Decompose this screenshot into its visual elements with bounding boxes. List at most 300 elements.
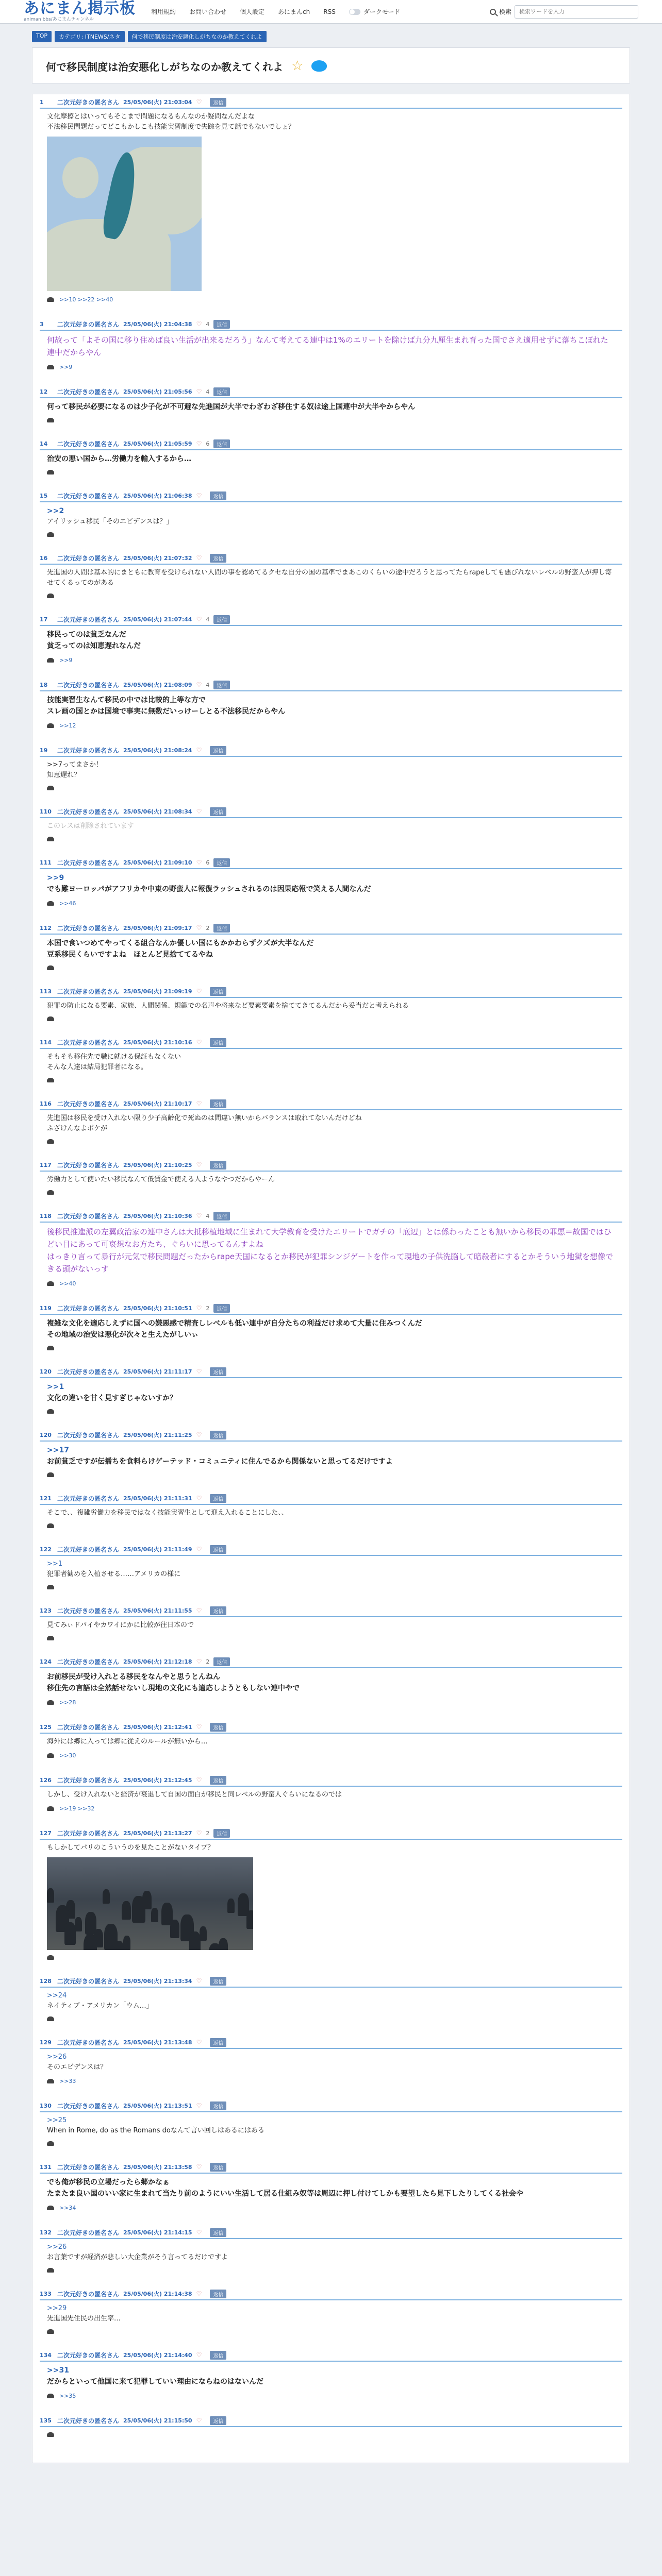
- heart-icon[interactable]: ♡: [196, 1368, 202, 1375]
- reply-count-icon: [47, 470, 54, 474]
- post-footer: [47, 786, 615, 790]
- post-date: 25/05/06(火) 21:12:18: [123, 1658, 192, 1665]
- reply-button[interactable]: 返信: [210, 2351, 226, 2360]
- post-text: お前移民が受け入れとる移民をなんやと思うとんねん: [47, 1673, 220, 1681]
- post-text: 労働力として使いたい移民なんて低賃金で使える人ようなやつだからやーん: [47, 1176, 275, 1183]
- post-date: 25/05/06(火) 21:07:44: [123, 616, 192, 623]
- post-number[interactable]: 127: [40, 1829, 52, 1837]
- post-number[interactable]: 12: [40, 388, 48, 395]
- post-text: そのエビデンスは？: [47, 2063, 107, 2071]
- reply-button[interactable]: 返信: [210, 2038, 226, 2047]
- post-footer: [47, 1752, 615, 1759]
- post-text: 不法移民問題だってどこもかしこも技能実習制度で失踪を見て話でもないでしょ？: [47, 123, 295, 131]
- post-date: 25/05/06(火) 21:05:59: [123, 440, 192, 447]
- reply-links[interactable]: >>33: [59, 2078, 76, 2084]
- post-24: [32, 1721, 630, 1763]
- reply-links[interactable]: >>35: [59, 2393, 76, 2399]
- post-footer: [47, 1585, 615, 1589]
- post-footer: [47, 1139, 615, 1144]
- reply-button[interactable]: 返信: [210, 1099, 226, 1108]
- reply-links[interactable]: >>9: [59, 364, 73, 370]
- post-30: [32, 2161, 630, 2215]
- breadcrumb-top[interactable]: TOP: [32, 31, 52, 42]
- heart-icon[interactable]: ♡: [196, 1776, 202, 1784]
- reply-button[interactable]: 返信: [210, 2290, 226, 2298]
- reply-button[interactable]: 返信: [210, 2416, 226, 2425]
- post-footer: [47, 722, 615, 729]
- heart-icon[interactable]: ♡: [196, 1658, 202, 1665]
- post-body: [40, 1445, 622, 1477]
- heart-icon[interactable]: ♡: [196, 2417, 202, 2424]
- poster-name: 二次元好きの匿名さん: [57, 924, 120, 932]
- reply-links[interactable]: >>28: [59, 1699, 76, 1706]
- post-number[interactable]: 133: [40, 2290, 52, 2297]
- post-number[interactable]: 14: [40, 440, 48, 447]
- reply-button[interactable]: 返信: [213, 1657, 230, 1666]
- post-number[interactable]: 3: [40, 320, 44, 328]
- post-text: 移民ってのは貧乏なんだ: [47, 631, 126, 639]
- post-text: >>25: [47, 2116, 67, 2124]
- post-footer: [47, 1955, 615, 1960]
- poster-name: 二次元好きの匿名さん: [57, 859, 120, 867]
- heart-icon[interactable]: ♡: [196, 1431, 202, 1438]
- reply-button[interactable]: 返信: [210, 554, 226, 563]
- toggle-switch[interactable]: [349, 9, 360, 15]
- post-text: しかし、受け入れないと経済が衰退して自国の面白が移民と同レベルの野蛮人ぐらいになるのでは: [47, 1791, 342, 1799]
- post-text: でも難ヨーロッパがアフリカや中東の野蛮人に報復ラッシュされるのは因果応報で笑える人間なんだ: [47, 885, 371, 893]
- heart-icon[interactable]: ♡: [196, 554, 202, 562]
- post-footer: [47, 1016, 615, 1021]
- post-date: 25/05/06(火) 21:15:50: [123, 2417, 192, 2424]
- like-count: 4: [206, 320, 210, 328]
- poster-name: 二次元好きの匿名さん: [57, 681, 120, 689]
- post-1: [32, 318, 630, 375]
- poster-name: 二次元好きの匿名さん: [57, 2351, 120, 2359]
- reply-button[interactable]: 返信: [210, 1161, 226, 1170]
- reply-count-icon: [47, 1636, 54, 1640]
- post-text: >>7ってまさか！: [47, 761, 103, 769]
- dark-mode-toggle[interactable]: [349, 7, 401, 16]
- post-text: 犯罪の防止になる要素、家族、人間関係、規範での名声や将来など要素要素を捨ててきてるんだから妥当だと考えられる: [47, 1002, 409, 1010]
- reply-count-icon: [47, 1806, 54, 1811]
- post-number[interactable]: 116: [40, 1100, 52, 1107]
- poster-name: 二次元好きの匿名さん: [57, 1161, 120, 1169]
- reply-button[interactable]: 返信: [210, 746, 226, 755]
- reply-button[interactable]: 返信: [213, 1304, 230, 1313]
- post-text: >>26: [47, 2243, 67, 2251]
- thread-title-card: [32, 47, 630, 83]
- reply-button[interactable]: 返信: [213, 924, 230, 933]
- heart-icon[interactable]: ♡: [196, 1829, 202, 1837]
- post-12: [32, 986, 630, 1025]
- post-text: >>1: [47, 1383, 64, 1391]
- post-number[interactable]: 128: [40, 1977, 52, 1985]
- reply-button[interactable]: 返信: [210, 1723, 226, 1732]
- poster-name: 二次元好きの匿名さん: [57, 1546, 120, 1553]
- post-body: [40, 2365, 622, 2399]
- poster-name: 二次元好きの匿名さん: [57, 1977, 120, 1985]
- poster-name: 二次元好きの匿名さん: [57, 388, 120, 396]
- post-text: 本国で食いつめてやってくる組合なんか優しい国にもかかわらずクズが大半なんだ: [47, 939, 314, 947]
- post-number[interactable]: 119: [40, 1304, 52, 1312]
- reply-links[interactable]: >>10 >>22 >>40: [59, 296, 113, 303]
- post-number[interactable]: 120: [40, 1431, 52, 1438]
- post-body: [40, 453, 622, 474]
- heart-icon[interactable]: ♡: [196, 808, 202, 815]
- post-5: [32, 552, 630, 602]
- post-body: [40, 2432, 622, 2437]
- heart-icon[interactable]: ♡: [196, 1304, 202, 1312]
- reply-count-icon: [47, 1753, 54, 1758]
- post-number[interactable]: 132: [40, 2229, 52, 2236]
- star-icon[interactable]: ☆: [291, 58, 304, 74]
- post-text: >>26: [47, 2053, 67, 2061]
- crowd-figure: [122, 1901, 131, 1920]
- heart-icon[interactable]: ♡: [196, 2351, 202, 2359]
- post-footer: [47, 2393, 615, 2399]
- post-text: 豆系移民くらいですよね ほとんど見捨ててるやね: [47, 951, 213, 959]
- heart-icon[interactable]: ♡: [196, 2163, 202, 2171]
- post-header: [40, 1605, 622, 1617]
- reply-links[interactable]: >>9: [59, 657, 73, 664]
- post-footer: [47, 657, 615, 664]
- post-date: 25/05/06(火) 21:04:38: [123, 321, 192, 328]
- post-footer: [47, 364, 615, 370]
- post-body: [40, 1737, 622, 1759]
- heart-icon[interactable]: ♡: [196, 2102, 202, 2109]
- post-body: [40, 1113, 622, 1144]
- poster-name: 二次元好きの匿名さん: [57, 2417, 120, 2425]
- reply-button[interactable]: 返信: [210, 1367, 226, 1376]
- heart-icon[interactable]: ♡: [196, 616, 202, 623]
- reply-button[interactable]: 返信: [213, 439, 230, 448]
- reply-count-icon: [47, 2016, 54, 2021]
- reply-button[interactable]: 返信: [210, 1494, 226, 1503]
- post-date: 25/05/06(火) 21:03:04: [123, 99, 192, 106]
- reply-count-icon: [47, 2329, 54, 2334]
- post-number[interactable]: 126: [40, 1776, 52, 1784]
- reply-button[interactable]: 返信: [213, 1212, 230, 1221]
- reply-links[interactable]: >>12: [59, 722, 76, 729]
- post-header: [40, 1302, 622, 1315]
- post-number[interactable]: 124: [40, 1658, 52, 1665]
- reply-button[interactable]: 返信: [213, 615, 230, 624]
- post-number[interactable]: 117: [40, 1161, 52, 1168]
- heart-icon[interactable]: ♡: [196, 924, 202, 931]
- heart-icon[interactable]: ♡: [196, 98, 202, 106]
- post-body: [40, 1991, 622, 2021]
- breadcrumb-category[interactable]: カテゴリ: ITNEWS/ネタ: [55, 31, 124, 42]
- reply-count-icon: [47, 723, 54, 728]
- post-header: [40, 2100, 622, 2112]
- nav-rss-link[interactable]: RSS: [323, 8, 336, 15]
- post-number[interactable]: 123: [40, 1607, 52, 1614]
- reply-links[interactable]: >>34: [59, 2205, 76, 2211]
- reply-button[interactable]: 返信: [210, 492, 226, 500]
- post-header: [40, 2227, 622, 2239]
- crowd-figure: [113, 1941, 124, 1950]
- breadcrumb-thread[interactable]: 何で移民制度は治安悪化しがちなのか教えてくれよ: [128, 31, 267, 42]
- heart-icon[interactable]: ♡: [196, 2290, 202, 2297]
- reply-button[interactable]: 返信: [210, 1606, 226, 1615]
- poster-name: 二次元好きの匿名さん: [57, 554, 120, 562]
- reply-button[interactable]: 返信: [210, 1776, 226, 1785]
- post-body: [40, 1175, 622, 1195]
- site-logo[interactable]: [24, 1, 136, 22]
- reply-count-icon: [47, 1955, 54, 1960]
- reply-links[interactable]: >>46: [59, 900, 76, 907]
- post-number[interactable]: 130: [40, 2102, 52, 2109]
- poster-name: 二次元好きの匿名さん: [57, 2163, 120, 2171]
- reply-button[interactable]: 返信: [210, 807, 226, 816]
- post-body: [40, 821, 622, 841]
- heart-icon[interactable]: ♡: [196, 1495, 202, 1502]
- reply-count-icon: [47, 2394, 54, 2398]
- post-text: 文化の違いを甘く見すぎじゃないすか？: [47, 1394, 177, 1402]
- post-text: たまたま良い国のいい家に生まれて当たり前のようにいい生活して居る仕組み奴等は周辺に押し付けてしかも要望したら見下したりしてくる社会や: [47, 2190, 523, 2198]
- reply-count-icon: [47, 1472, 54, 1477]
- logo-text: あにまん掲示板: [24, 0, 136, 18]
- poster-name: 二次元好きの匿名さん: [57, 1100, 120, 1108]
- post-date: 25/05/06(火) 21:07:32: [123, 555, 192, 562]
- heart-icon[interactable]: ♡: [196, 1100, 202, 1107]
- reply-button[interactable]: 返信: [213, 681, 230, 689]
- heart-icon[interactable]: ♡: [196, 1212, 202, 1219]
- post-number[interactable]: 131: [40, 2163, 52, 2171]
- post-body: [40, 2303, 622, 2334]
- post-20: [32, 1493, 630, 1532]
- post-header: [40, 857, 622, 869]
- post-number[interactable]: 118: [40, 1212, 52, 1219]
- heart-icon[interactable]: ♡: [196, 388, 202, 395]
- reply-button[interactable]: 返信: [210, 1977, 226, 1986]
- post-date: 25/05/06(火) 21:05:56: [123, 388, 192, 395]
- reply-count-icon: [47, 532, 54, 537]
- reply-links[interactable]: >>19 >>32: [59, 1805, 95, 1812]
- search-input[interactable]: [515, 5, 638, 19]
- post-number[interactable]: 121: [40, 1495, 52, 1502]
- top-nav: [151, 7, 400, 16]
- post-number[interactable]: 18: [40, 681, 48, 688]
- post-header: [40, 1429, 622, 1442]
- poster-name: 二次元好きの匿名さん: [57, 492, 120, 500]
- twitter-share-icon[interactable]: [311, 60, 327, 72]
- post-number[interactable]: 113: [40, 988, 52, 995]
- crowd-figure: [47, 1888, 54, 1903]
- post-header: [40, 438, 622, 450]
- post-body: [40, 2242, 622, 2273]
- poster-name: 二次元好きの匿名さん: [57, 2102, 120, 2110]
- post-number[interactable]: 111: [40, 859, 52, 866]
- post-body: [40, 629, 622, 664]
- post-number[interactable]: 17: [40, 616, 48, 623]
- heart-icon[interactable]: ♡: [196, 492, 202, 499]
- crowd-figure: [170, 1920, 179, 1938]
- post-21: [32, 1544, 630, 1594]
- heart-icon[interactable]: ♡: [196, 2229, 202, 2236]
- post-number[interactable]: 135: [40, 2417, 52, 2424]
- heart-icon[interactable]: ♡: [196, 681, 202, 688]
- post-28: [32, 2037, 630, 2089]
- heart-icon[interactable]: ♡: [196, 1161, 202, 1168]
- post-header: [40, 1493, 622, 1505]
- heart-icon[interactable]: ♡: [196, 1723, 202, 1731]
- heart-icon[interactable]: ♡: [196, 440, 202, 447]
- crowd-figure: [189, 1931, 201, 1950]
- reply-button[interactable]: 返信: [210, 1431, 226, 1439]
- page-title: 何で移民制度は治安悪化しがちなのか教えてくれよ: [46, 60, 283, 73]
- post-3: [32, 438, 630, 479]
- search-area: [490, 5, 638, 19]
- reply-links[interactable]: >>30: [59, 1752, 76, 1759]
- heart-icon[interactable]: ♡: [196, 747, 202, 754]
- poster-name: 二次元好きの匿名さん: [57, 1368, 120, 1376]
- post-text: だからといって他国に来て犯罪していい理由にならねのはないんだ: [47, 2378, 263, 2386]
- poster-name: 二次元好きの匿名さん: [57, 1658, 120, 1666]
- post-33: [32, 2349, 630, 2403]
- reply-count-icon: [47, 2206, 54, 2210]
- post-text: >>24: [47, 1992, 67, 1999]
- poster-name: 二次元好きの匿名さん: [57, 1495, 120, 1502]
- post-text: >>9: [47, 874, 64, 882]
- reply-button[interactable]: 返信: [210, 2163, 226, 2172]
- post-footer: [47, 418, 615, 422]
- poster-name: 二次元好きの匿名さん: [57, 1212, 120, 1220]
- crowd-figure: [132, 1896, 145, 1923]
- attached-map-image[interactable]: [47, 137, 202, 291]
- post-footer: [47, 1409, 615, 1414]
- post-header: [40, 1721, 622, 1734]
- post-date: 25/05/06(火) 21:11:25: [123, 1432, 192, 1438]
- post-header: [40, 614, 622, 626]
- post-text: そんな人達は結局犯罪者になる。: [47, 1063, 148, 1071]
- like-count: 2: [206, 1658, 210, 1665]
- nav-animanch-link[interactable]: あにまんch: [278, 8, 310, 15]
- reply-count-icon: [47, 297, 54, 302]
- post-body: [40, 2052, 622, 2084]
- heart-icon[interactable]: ♡: [196, 1546, 202, 1553]
- like-count: 2: [206, 924, 210, 931]
- post-header: [40, 679, 622, 691]
- reply-count-icon: [47, 1281, 54, 1286]
- reply-button[interactable]: 返信: [210, 987, 226, 996]
- post-footer: [47, 1523, 615, 1528]
- post-body: [40, 401, 622, 422]
- post-number[interactable]: 125: [40, 1723, 52, 1731]
- nav-contact-link[interactable]: お問い合わせ: [189, 8, 227, 15]
- reply-button[interactable]: 返信: [213, 387, 230, 396]
- post-header: [40, 1656, 622, 1668]
- search-icon[interactable]: [490, 9, 496, 15]
- reply-count-icon: [47, 1523, 54, 1528]
- post-body: [40, 1790, 622, 1812]
- post-number[interactable]: 110: [40, 808, 52, 815]
- heart-icon[interactable]: ♡: [196, 859, 202, 866]
- reply-button[interactable]: 返信: [210, 2102, 226, 2110]
- post-body: [40, 505, 622, 537]
- nav-terms-link[interactable]: 利用規約: [151, 8, 176, 15]
- post-number[interactable]: 16: [40, 554, 48, 562]
- post-text: >>2: [47, 507, 64, 515]
- nav-settings-link[interactable]: 個人設定: [240, 8, 265, 15]
- post-footer: [47, 1699, 615, 1706]
- post-date: 25/05/06(火) 21:13:27: [123, 1830, 192, 1837]
- crowd-figure: [200, 1926, 207, 1941]
- poster-name: 二次元好きの匿名さん: [57, 988, 120, 995]
- heart-icon[interactable]: ♡: [196, 1607, 202, 1614]
- post-number[interactable]: 120: [40, 1368, 52, 1375]
- reply-count-icon: [47, 786, 54, 790]
- post-text: お前貧乏ですが伝播ちを食料らけゲーテッド・コミュニティに住んでるから関係ないと思ってるだけですよ: [47, 1458, 393, 1466]
- post-body: [40, 760, 622, 790]
- poster-name: 二次元好きの匿名さん: [57, 1039, 120, 1046]
- post-number[interactable]: 19: [40, 747, 48, 754]
- like-count: 4: [206, 616, 210, 623]
- reply-button[interactable]: 返信: [210, 2228, 226, 2237]
- reply-button[interactable]: 返信: [210, 1545, 226, 1554]
- heart-icon[interactable]: ♡: [196, 1039, 202, 1046]
- search-label: 検索: [499, 8, 511, 15]
- reply-links[interactable]: >>40: [59, 1280, 76, 1287]
- reply-button[interactable]: 返信: [210, 98, 226, 107]
- post-text: アイリッシュ移民「そのエビデンスは？」: [47, 518, 173, 526]
- post-number[interactable]: 129: [40, 2039, 52, 2046]
- post-number[interactable]: 134: [40, 2351, 52, 2359]
- post-text: はっきり言って暴行が元気で移民問題だったからrape天国になるとか移民が犯罪シンジゲートを作って現地の子供洗脳して暗殺者にするとかそういう地獄を想像できる頭がないっす: [47, 1252, 614, 1274]
- poster-name: 二次元好きの匿名さん: [57, 1304, 120, 1312]
- post-text: そこで、、複雑労働力を移民ではなく技能実習生として迎え入れることにした、、: [47, 1509, 288, 1517]
- post-text: でも俺が移民の立場だったら郷かなぁ: [47, 2178, 170, 2187]
- breadcrumb: [0, 24, 662, 42]
- post-29: [32, 2100, 630, 2150]
- post-body: [40, 1052, 622, 1082]
- post-22: [32, 1605, 630, 1645]
- post-header: [40, 1366, 622, 1378]
- post-text: その地域の治安は悪化が次々と生えたがしいぃ: [47, 1331, 198, 1339]
- reply-count-icon: [47, 2432, 54, 2437]
- post-2: [32, 386, 630, 427]
- reply-button[interactable]: 返信: [213, 1829, 230, 1838]
- post-header: [40, 318, 622, 331]
- post-date: 25/05/06(火) 21:09:17: [123, 925, 192, 931]
- post-text: 治安の悪い国から…労働力を輸入するから…: [47, 455, 191, 463]
- heart-icon[interactable]: ♡: [196, 320, 202, 328]
- post-footer: [47, 532, 615, 537]
- like-count: 2: [206, 1304, 210, 1312]
- site-header: [0, 0, 662, 24]
- post-body: [40, 1381, 622, 1414]
- post-footer: [47, 1078, 615, 1082]
- post-number[interactable]: 15: [40, 492, 48, 499]
- post-11: [32, 922, 630, 974]
- reply-button[interactable]: 返信: [213, 320, 230, 329]
- post-text: 先進国は移民を受け入れない限り少子高齢化で死ぬのは間違い無いからバランスは取れてないんだけどね: [47, 1114, 362, 1122]
- post-number[interactable]: 112: [40, 924, 52, 931]
- post-text: 複雑な文化を適応しえずに国への嫌悪感で精査しレベルも低い連中が自分たちの利益だけ求めて大量に住みつくんだ: [47, 1319, 422, 1328]
- heart-icon[interactable]: ♡: [196, 988, 202, 995]
- attached-photo[interactable]: [47, 1857, 253, 1950]
- post-number[interactable]: 114: [40, 1039, 52, 1046]
- reply-button[interactable]: 返信: [213, 858, 230, 867]
- post-number[interactable]: 1: [40, 98, 44, 106]
- reply-count-icon: [47, 418, 54, 422]
- heart-icon[interactable]: ♡: [196, 2039, 202, 2046]
- reply-button[interactable]: 返信: [210, 1038, 226, 1047]
- post-header: [40, 986, 622, 998]
- post-number[interactable]: 122: [40, 1546, 52, 1553]
- heart-icon[interactable]: ♡: [196, 1977, 202, 1985]
- post-text: 貧乏ってのは知恵遅れなんだ: [47, 642, 141, 650]
